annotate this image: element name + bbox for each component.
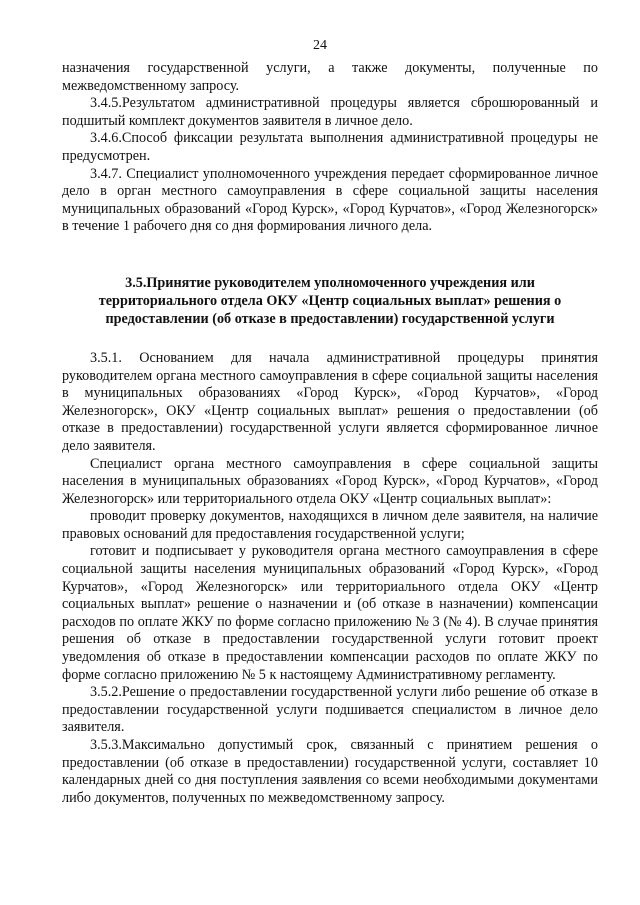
paragraph-continuation: назначения государственной услуги, а также документы, полученные по межведомственному запросу.	[62, 60, 598, 94]
paragraph-specialist: Специалист органа местного самоуправления в сфере социальной защиты населения в муниципальных образованиях «Город Курск», «Город Курчатов», «Город Железногорск» или территориального отдела ОКУ «Центр социальных выплат»:	[62, 455, 598, 507]
paragraph-3-5-2: 3.5.2.Решение о предоставлении государственной услуги либо решение об отказе в предоставлении государственной услуги подшивается специалистом в личное дело заявителя.	[62, 684, 598, 736]
paragraph-prepares-decision: готовит и подписывает у руководителя органа местного самоуправления в сфере социальной защиты населения муниципальных образований «Город Курск», «Город Курчатов», «Город Железногорск» или территориального отдела ОКУ «Центр социальных выплат» решение о назначении и (об отказе в назначении) компенсации расходов по оплате ЖКУ по форме согласно приложению № 3 (№ 4). В случае принятия решения об отказе в предоставлении государственной услуги готовит проект уведомления об отказе в предоставлении компенсации расходов по оплате ЖКУ по форме согласно приложению № 5 к настоящему Административному регламенту.	[62, 543, 598, 683]
section-heading-3-5: 3.5.Принятие руководителем уполномоченного учреждения или территориального отдела ОКУ «Центр социальных выплат» решения о предоставлении (об отказе в предоставлении) государственной услуги	[98, 274, 562, 327]
paragraph-3-4-6: 3.4.6.Способ фиксации результата выполнения административной процедуры не предусмотрен.	[62, 130, 598, 164]
page-number: 24	[313, 38, 327, 53]
paragraph-checks-documents: проводит проверку документов, находящихся в личном деле заявителя, на наличие правовых оснований для предоставления государственной услуги;	[62, 508, 598, 542]
paragraph-3-4-5: 3.4.5.Результатом административной процедуры является сброшюрованный и подшитый комплект документов заявителя в личное дело.	[62, 95, 598, 129]
paragraph-3-5-1: 3.5.1. Основанием для начала административной процедуры принятия руководителем органа местного самоуправления в сфере социальной защиты населения в муниципальных образованиях «Город Курск», «Город Курчатов», «Город Железногорск», ОКУ «Центр социальных выплат» решения о предоставлении (об отказе в предоставлении) государственной услуги является сформированное личное дело заявителя.	[62, 349, 598, 454]
document-body	[62, 60, 598, 807]
paragraph-3-4-7: 3.4.7. Специалист уполномоченного учреждения передает сформированное личное дело в орган местного самоуправления в сфере социальной защиты населения муниципальных образований «Город Курск», «Город Курчатов», «Город Железногорск» в течение 1 рабочего дня со дня формирования личного дела.	[62, 165, 598, 235]
paragraph-3-5-3: 3.5.3.Максимально допустимый срок, связанный с принятием решения о предоставлении (об отказе в предоставлении) государственной услуги, составляет 10 календарных дней со дня поступления заявления со всеми необходимыми документами либо документов, полученных по межведомственному запросу.	[62, 737, 598, 806]
